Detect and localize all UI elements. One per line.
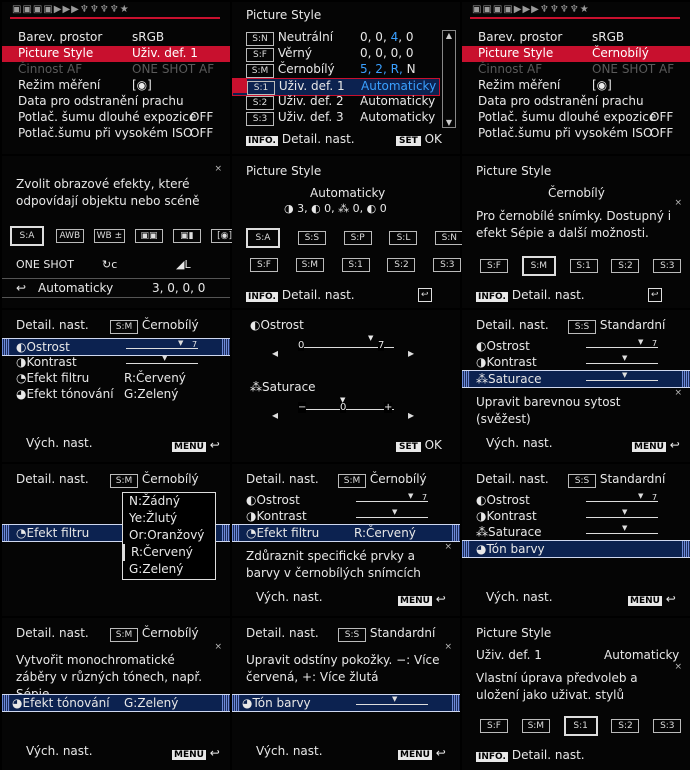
filter-option[interactable]: Or:Oranžový	[129, 528, 205, 542]
detail-label: Detail. nast.	[281, 288, 355, 302]
scroll-up-icon: ▲	[445, 31, 453, 40]
set-button-icon: SET	[396, 136, 421, 146]
menu-item-label: Data pro odstranění prachu	[478, 94, 644, 108]
close-icon[interactable]: ×	[674, 388, 682, 398]
menu-back-button[interactable]: MENU ↩	[400, 746, 446, 760]
style-name: Uživ. def. 1	[278, 79, 345, 93]
menu-item-value: Černobílý	[592, 46, 649, 60]
page-title: Picture Style	[476, 164, 552, 178]
menu-item-picture-style[interactable]	[462, 46, 690, 62]
style-values: Automaticky	[360, 94, 436, 108]
panel-style-monochrome	[462, 156, 690, 308]
menu-item-label: Picture Style	[478, 46, 554, 60]
contrast-slider[interactable]: ▼	[356, 513, 428, 521]
info-button-icon: INFO.	[248, 136, 276, 146]
style-name: S:S Standardní	[568, 472, 665, 488]
style-faithful-icon: S:F	[246, 48, 274, 62]
metering-icon: [◉]	[132, 78, 152, 92]
menu-item-label: Data pro odstranění prachu	[18, 94, 184, 108]
menu-back-button[interactable]: MENU ↩	[634, 438, 680, 452]
style-portrait-icon[interactable]: S:P	[344, 231, 372, 245]
filter-label: ◔Efekt filtru	[16, 371, 90, 385]
current-style-values: 3, 0, 0, 0	[152, 281, 206, 295]
style-userdef3-icon[interactable]: S:3	[433, 258, 461, 272]
close-icon[interactable]: ×	[674, 662, 682, 672]
style-auto-icon[interactable]: S:A	[246, 228, 280, 248]
style-name: S:M Černobílý	[110, 472, 199, 488]
style-name: Uživ. def. 1	[476, 648, 542, 662]
menu-item-value: OFF	[650, 126, 674, 140]
filter-option[interactable]: N:Žádný	[129, 494, 180, 508]
sharpness-left-arrow[interactable]: ◂	[272, 346, 279, 360]
help-text: Pro černobílé snímky. Dostupný i efekt Sépie a další možnosti.	[476, 209, 672, 240]
toning-label: ◕Efekt tónování	[16, 387, 114, 401]
menu-item-value: Uživ. def. 1	[132, 46, 198, 60]
menu-item-value: sRGB	[132, 30, 165, 44]
style-row-monochrome[interactable]	[246, 62, 436, 78]
style-row-userdef3[interactable]	[246, 110, 436, 126]
menu-item-high-iso-nr[interactable]	[462, 126, 690, 142]
style-values: 5, 2, R, N	[360, 62, 416, 76]
sharpness-marker: ▼	[368, 334, 374, 342]
menu-item-label: Činnost AF	[478, 62, 543, 76]
panel-detail-standard-saturation	[462, 310, 690, 462]
close-icon[interactable]: ×	[444, 542, 452, 552]
menu-tabs[interactable]: ▣▣▣▣▶▶▶♆♆♆♆★	[12, 4, 130, 15]
style-row-userdef2[interactable]	[246, 94, 436, 110]
awb-icon[interactable]: AWB	[56, 229, 84, 243]
image-quality-icon[interactable]: ◢L	[176, 258, 191, 271]
style-values: 0, 0, 0, 0	[360, 46, 414, 60]
menu-item-label: Barev. prostor	[18, 30, 103, 44]
panel-detail-standard-tone	[462, 464, 690, 616]
menu-item-value: ONE SHOT AF	[132, 62, 215, 76]
detail-row-color-tone[interactable]: ◕Tón barvy ▼	[232, 694, 460, 712]
style-neutral-icon: S:N	[246, 32, 274, 46]
menu-item-label: Potlač. šumu dlouhé expozice	[18, 110, 197, 124]
help-text: Vlastní úprava předvoleb a uložení jako uživat. stylů	[476, 671, 638, 702]
filter-options-list[interactable]	[122, 492, 216, 580]
current-style-name: Automaticky	[38, 281, 114, 295]
detail-row-filter[interactable]: ◔Efekt filtru R:Červený	[232, 524, 460, 542]
menu-item-value: OFF	[190, 126, 214, 140]
menu-item-label: Picture Style	[18, 46, 94, 60]
info-button-icon: INFO.	[478, 752, 506, 762]
style-monochrome-icon: S:M	[338, 474, 366, 488]
detail-label: Detail. nast.	[511, 288, 585, 302]
menu-item-long-exp-nr[interactable]	[462, 110, 690, 126]
detail-row-color-tone[interactable]: ◕Tón barvy	[462, 540, 690, 558]
style-name: S:S Standardní	[338, 626, 435, 642]
style-row-faithful[interactable]	[246, 46, 436, 62]
style-values: 0, 0, 4, 0	[360, 30, 414, 44]
menu-item-label: Režim měření	[18, 78, 101, 92]
style-values: Automaticky	[360, 110, 436, 124]
style-userdef1-icon: S:1	[247, 81, 275, 95]
detail-heading: Detail. nast.	[476, 318, 549, 332]
contrast-slider[interactable]: ▼	[126, 359, 198, 367]
af-mode-value[interactable]: ONE SHOT	[16, 258, 74, 271]
menu-item-color-space[interactable]	[2, 30, 230, 46]
style-monochrome-icon: S:M	[246, 64, 274, 78]
menu-item-label: Potlač.šumu při vysokém ISO	[18, 126, 193, 140]
detail-row-toning[interactable]	[2, 386, 230, 402]
style-userdef1-icon[interactable]: S:1	[564, 716, 598, 736]
panel-style-auto	[232, 156, 460, 308]
detail-heading: Detail. nast.	[16, 626, 89, 640]
style-userdef2-icon[interactable]: S:2	[611, 259, 639, 273]
style-name: Černobílý	[277, 62, 335, 76]
detail-label: Detail. nast.	[511, 748, 585, 762]
style-values: Automaticky	[361, 79, 437, 93]
style-value: Automaticky	[604, 648, 680, 662]
detail-settings-button[interactable]	[246, 132, 355, 146]
detail-row-sharpness[interactable]: ◐Ostrost ▼ 7	[476, 492, 658, 507]
style-userdef1-icon[interactable]: S:1	[570, 259, 598, 273]
menu-item-label: Činnost AF	[18, 62, 83, 76]
reset-defaults-button[interactable]: Vých. nast.	[256, 744, 323, 758]
reset-defaults-button[interactable]: Vých. nast.	[486, 436, 553, 450]
saturation-scale[interactable]: − 0 + ▼	[298, 396, 393, 413]
panel-quick-control	[2, 156, 233, 308]
detail-settings-button[interactable]	[246, 288, 355, 302]
style-monochrome-icon[interactable]: S:M	[522, 256, 556, 276]
style-name: Uživ. def. 3	[277, 110, 344, 124]
detail-heading: Detail. nast.	[246, 626, 319, 640]
help-text: Zdůraznit specifické prvky a barvy v černobílých snímcích	[246, 549, 421, 580]
info-button-icon: INFO.	[248, 292, 276, 302]
style-icon-row-1	[246, 228, 463, 248]
detail-row-contrast[interactable]: ◑Kontrast ▼	[232, 508, 460, 524]
contrast-label: ◑Kontrast	[16, 355, 77, 369]
reset-defaults-button[interactable]: Vých. nast.	[26, 436, 93, 450]
menu-item-value: sRGB	[592, 30, 625, 44]
menu-item-label: Potlač.šumu při vysokém ISO	[478, 126, 653, 140]
style-name: S:M Černobílý	[338, 472, 427, 488]
menu-item-value: OFF	[190, 110, 214, 124]
scroll-down-icon: ▼	[445, 118, 453, 127]
alo-icon[interactable]: ▣▣	[135, 229, 163, 243]
menu-item-picture-style[interactable]	[2, 46, 230, 62]
style-userdef3-icon[interactable]: S:3	[653, 719, 681, 733]
reset-defaults-button[interactable]: Vých. nast.	[486, 590, 553, 604]
saturation-left-arrow[interactable]: ◂	[272, 408, 279, 422]
help-text: Zvolit obrazové efekty, které odpovídají objektu nebo scéně	[16, 177, 200, 208]
panel-slider-edit	[232, 310, 460, 462]
back-button[interactable]: ↩	[418, 288, 432, 302]
menu-item-metering[interactable]	[2, 78, 230, 94]
style-monochrome-icon[interactable]: S:M	[522, 719, 550, 733]
menu-back-button[interactable]: MENU ↩	[174, 438, 220, 452]
style-name: S:M Černobílý	[110, 318, 199, 334]
panel-detail-standard-tone-edit	[232, 618, 460, 770]
style-name: S:S Standardní	[568, 318, 665, 334]
panel-camera-menu-mono	[462, 2, 690, 154]
style-userdef2-icon[interactable]: S:2	[611, 719, 639, 733]
detail-row-contrast[interactable]: ◑Kontrast ▼	[462, 508, 690, 524]
highlight-tone-icon[interactable]: ▣▮	[173, 229, 201, 243]
menu-item-value: ONE SHOT AF	[592, 62, 675, 76]
menu-item-label: Barev. prostor	[478, 30, 563, 44]
menu-item-dust-data[interactable]	[462, 94, 690, 110]
page-title: Picture Style	[246, 8, 322, 22]
style-userdef3-icon: S:3	[246, 112, 274, 126]
sharpness-slider[interactable]: ▼ 7	[356, 497, 428, 505]
tab-underline	[10, 3, 220, 19]
drive-mode-icon[interactable]: ↻c	[102, 258, 118, 271]
metering-icon[interactable]: [◉]	[211, 229, 239, 243]
page-title: Picture Style	[246, 164, 322, 178]
toning-value: G:Zelený	[124, 387, 179, 401]
filter-value: R:Červený	[124, 371, 186, 385]
contrast-slider[interactable]: ▼	[586, 359, 658, 367]
filter-value: R:Červený	[354, 526, 416, 540]
style-userdef3-icon[interactable]: S:3	[653, 259, 681, 273]
menu-item-label: Režim měření	[478, 78, 561, 92]
menu-back-button[interactable]: MENU ↩	[400, 592, 446, 606]
style-icon-row	[480, 716, 681, 736]
menu-back-button[interactable]: MENU ↩	[174, 746, 220, 760]
menu-item-metering[interactable]	[462, 78, 690, 94]
style-monochrome-icon: S:M	[110, 320, 138, 334]
panel-detail-mono-sharpness	[2, 310, 230, 462]
style-faithful-icon[interactable]: S:F	[480, 259, 508, 273]
style-monochrome-icon: S:M	[110, 474, 138, 488]
detail-heading: Detail. nast.	[16, 472, 89, 486]
style-standard-icon: S:S	[568, 320, 596, 334]
reset-defaults-button[interactable]: Vých. nast.	[26, 744, 93, 758]
detail-row-contrast[interactable]	[2, 354, 230, 370]
set-ok-button[interactable]	[396, 132, 442, 146]
menu-item-label: Potlač. šumu dlouhé expozice	[478, 110, 657, 124]
back-button[interactable]: ↩	[648, 288, 662, 302]
style-userdef1-icon[interactable]: S:1	[342, 258, 370, 272]
style-standard-icon: S:S	[338, 628, 366, 642]
style-icon-row-2	[250, 256, 461, 272]
panel-detail-mono-filter	[232, 464, 460, 616]
filter-option-selected[interactable]: R:Červený	[123, 544, 215, 561]
contrast-slider[interactable]: ▼	[586, 513, 658, 521]
detail-row-sharpness[interactable]: ◐Ostrost ▼ 7	[476, 338, 658, 353]
close-icon[interactable]: ×	[674, 198, 682, 208]
picture-style-auto-icon[interactable]: S:A	[10, 226, 44, 246]
detail-settings-button[interactable]	[476, 288, 585, 302]
saturation-slider[interactable]: ▼	[586, 529, 658, 537]
detail-settings-button[interactable]	[476, 748, 585, 762]
close-icon[interactable]: ×	[214, 642, 222, 652]
menu-item-color-space[interactable]	[462, 30, 690, 46]
style-params: ◑ 3, ◐ 0, ⁂ 0, ◐ 0	[284, 202, 387, 215]
menu-item-dust-data[interactable]	[2, 94, 230, 110]
style-faithful-icon[interactable]: S:F	[250, 258, 278, 272]
style-name: Věrný	[277, 46, 312, 60]
color-tone-slider[interactable]: ▼	[356, 700, 428, 708]
panel-detail-mono-toning	[2, 618, 230, 770]
reset-defaults-button[interactable]: Vých. nast.	[256, 590, 323, 604]
style-faithful-icon[interactable]: S:F	[480, 719, 508, 733]
style-standard-icon[interactable]: S:S	[298, 231, 326, 245]
menu-tabs[interactable]: ▣▣▣▣▶▶▶♆♆♆♆★	[472, 4, 590, 15]
detail-heading: Detail. nast.	[476, 472, 549, 486]
tab-underline	[470, 3, 680, 19]
detail-label: Detail. nast.	[281, 132, 355, 146]
style-icon-row	[480, 256, 681, 276]
menu-item-af-mode	[462, 62, 690, 78]
filter-option[interactable]: Ye:Žlutý	[129, 511, 178, 525]
panel-picture-style-list	[232, 2, 460, 154]
style-name: S:M Černobílý	[110, 626, 199, 642]
sharpness-title: ◐Ostrost	[250, 318, 304, 332]
info-button-icon: INFO.	[478, 292, 506, 302]
metering-icon: [◉]	[592, 78, 612, 92]
sharpness-right-arrow[interactable]: ▸	[408, 346, 415, 360]
detail-heading: Detail. nast.	[246, 472, 319, 486]
current-style-bar	[2, 278, 230, 298]
style-neutral-icon[interactable]: S:N	[435, 231, 463, 245]
detail-row-sharpness[interactable]: ◐Ostrost ▼ 7	[246, 492, 428, 507]
detail-row-toning[interactable]: ◕Efekt tónování G:Zelený	[2, 694, 230, 712]
panel-filter-dropdown	[2, 464, 230, 616]
detail-row-saturation[interactable]: ⁂Saturace ▼	[462, 524, 690, 540]
menu-item-high-iso-nr[interactable]	[2, 126, 230, 142]
detail-row-saturation[interactable]: ⁂Saturace ▼	[462, 370, 690, 388]
menu-item-af-mode	[2, 62, 230, 78]
filter-option[interactable]: G:Zelený	[129, 562, 184, 576]
style-name: Uživ. def. 2	[277, 94, 344, 108]
panel-style-userdef	[462, 618, 690, 770]
menu-item-long-exp-nr[interactable]	[2, 110, 230, 126]
quick-icons	[10, 226, 239, 246]
close-icon[interactable]: ×	[214, 164, 222, 174]
back-icon[interactable]: ↩	[16, 281, 27, 295]
sharpness-scale[interactable]: 0 7 ▼	[298, 340, 394, 354]
saturation-marker: ▼	[340, 396, 346, 404]
style-standard-icon: S:S	[568, 474, 596, 488]
detail-heading: Detail. nast.	[16, 318, 89, 332]
menu-back-button[interactable]: MENU ↩	[630, 592, 676, 606]
saturation-slider[interactable]: ▼	[586, 376, 658, 384]
style-userdef2-icon: S:2	[246, 96, 274, 110]
detail-row-filter[interactable]: ◔Efekt filtru	[2, 524, 230, 542]
style-monochrome-icon: S:M	[110, 628, 138, 642]
sharpness-slider[interactable]: ▼ 7	[586, 497, 658, 505]
help-text: Upravit odstíny pokožky. −: Více červená, +: Více žlutá	[246, 653, 440, 684]
sharpness-label: ◐Ostrost	[16, 340, 70, 354]
sharpness-slider[interactable]: ▼ 7	[126, 344, 198, 352]
sharpness-slider[interactable]: ▼ 7	[586, 343, 658, 351]
ok-label: OK	[424, 132, 442, 146]
style-row-neutral[interactable]	[246, 30, 436, 46]
set-ok-button[interactable]: SET OK	[396, 438, 442, 452]
saturation-title: ⁂Saturace	[250, 380, 316, 394]
style-userdef2-icon[interactable]: S:2	[387, 258, 415, 272]
panel-camera-menu-userdef	[2, 2, 230, 154]
scrollbar[interactable]	[442, 30, 456, 128]
style-monochrome-icon[interactable]: S:M	[296, 258, 324, 272]
wb-shift-icon[interactable]: WB ±	[94, 229, 125, 243]
style-name: Automaticky	[310, 186, 386, 200]
detail-row-contrast[interactable]: ◑Kontrast ▼	[462, 354, 690, 370]
menu-item-value: OFF	[650, 110, 674, 124]
close-icon[interactable]: ×	[444, 642, 452, 652]
style-landscape-icon[interactable]: S:L	[389, 231, 417, 245]
detail-row-filter[interactable]	[2, 370, 230, 386]
style-name: Neutrální	[277, 30, 334, 44]
help-text: Vytvořit monochromatické záběry v různých tónech, např.	[16, 653, 203, 684]
saturation-right-arrow[interactable]: ▸	[408, 408, 415, 422]
style-name: Černobílý	[548, 186, 605, 200]
help-text: Upravit barevnou sytost (svěžest)	[476, 395, 621, 426]
toning-value: G:Zelený	[124, 696, 179, 710]
page-title: Picture Style	[476, 626, 552, 640]
